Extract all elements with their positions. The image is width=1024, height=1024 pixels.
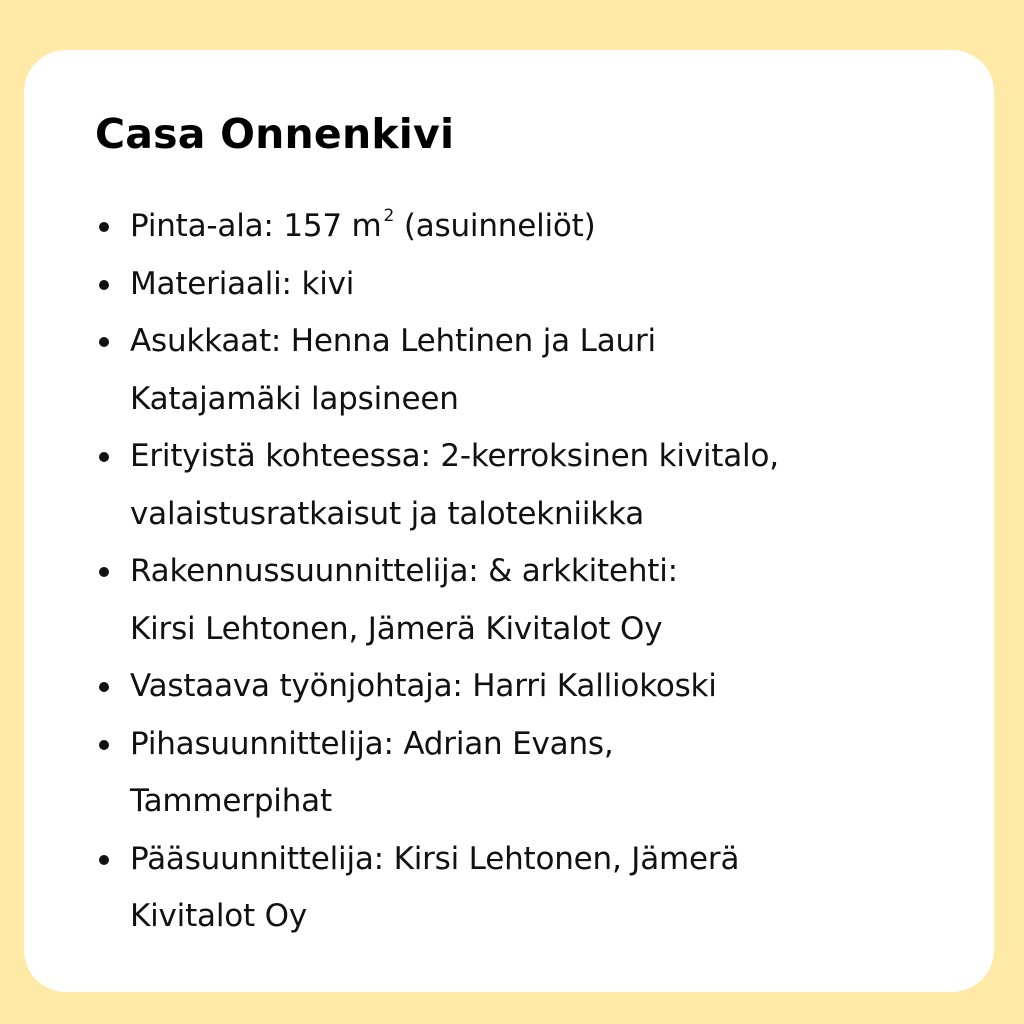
bullet-icon: [99, 740, 109, 750]
floor-area-note: (asuinneliöt): [394, 208, 596, 244]
fact-material-line-1: Materiaali: kivi: [130, 265, 355, 302]
fact-special-features-line-2: valaistusratkaisut ja talotekniikka: [130, 495, 644, 532]
fact-building-designer: [95, 543, 955, 658]
fact-site-manager-line-1: Vastaava työnjohtaja: Harri Kalliokoski: [130, 668, 717, 704]
bullet-icon: [99, 682, 109, 692]
fact-residents: [95, 313, 955, 428]
fact-landscape-designer-line-1: Pihasuunnittelija: Adrian Evans,: [130, 725, 614, 762]
fact-landscape-designer: [95, 716, 955, 831]
fact-floor-area-text: [130, 198, 955, 256]
fact-building-designer-line-1: Rakennussuunnittelija: & arkkitehti:: [130, 553, 678, 589]
facts-list: [95, 198, 955, 946]
fact-main-designer: [95, 831, 955, 946]
fact-residents-line-1: Asukkaat: Henna Lehtinen ja Lauri: [130, 323, 656, 359]
fact-special-features: [95, 428, 955, 543]
info-card: [24, 50, 994, 992]
bullet-icon: [99, 280, 109, 290]
bullet-icon: [99, 567, 109, 577]
bullet-icon: [99, 337, 109, 347]
fact-site-manager: [95, 658, 955, 716]
bullet-icon: [99, 452, 109, 462]
bullet-icon: [99, 855, 109, 865]
floor-area-label: Pinta-ala: 157 m: [130, 208, 382, 244]
square-superscript: 2: [383, 206, 395, 226]
fact-building-designer-line-2: Kirsi Lehtonen, Jämerä Kivitalot Oy: [130, 610, 663, 647]
fact-special-features-line-1: Erityistä kohteessa: 2-kerroksinen kivitalo,: [130, 438, 779, 474]
fact-floor-area: [95, 198, 955, 256]
page-title: Casa Onnenkivi: [95, 110, 455, 158]
fact-residents-line-2: Katajamäki lapsineen: [130, 380, 459, 417]
fact-landscape-designer-line-2: Tammerpihat: [130, 783, 332, 819]
fact-main-designer-line-1: Pääsuunnittelija: Kirsi Lehtonen, Jämerä: [130, 840, 740, 877]
fact-material: [95, 256, 955, 314]
fact-main-designer-line-2: Kivitalot Oy: [130, 898, 307, 934]
bullet-icon: [99, 222, 109, 232]
